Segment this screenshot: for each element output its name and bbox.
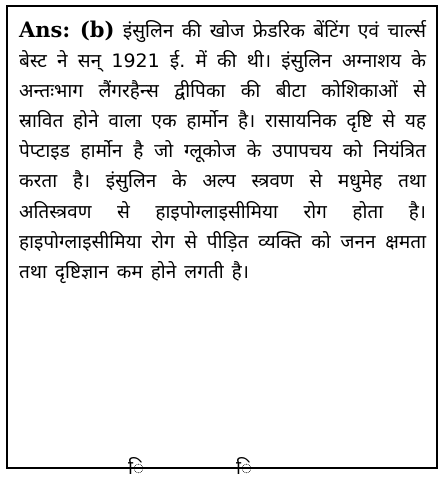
answer-paragraph xyxy=(19,15,426,287)
answer-label: Ans: (b) xyxy=(19,17,115,42)
answer-box xyxy=(6,5,438,469)
clipped-next-line xyxy=(8,457,448,481)
clipped-glyph-2: ि xyxy=(236,457,253,479)
clipped-glyph-1: ि xyxy=(128,457,145,479)
answer-body: इंसुलिन की खोज फ्रेडरिक बेंटिंग एवं चार्ल्स बेस्ट ने सन् 1921 ई. में की थी। इंसुलिन अग्नाशय के अन्तःभाग लैंगरहैन्स द्वीपिका की बीटा कोशिकाओं से स्रावित होने वाला एक हार्मोन है। रासायनिक दृष्टि से यह पेप्टाइड हार्मोन है जो ग्लूकोज के उपापचय को नियंत्रित करता है। इंसुलिन के अल्प स्त्रवण से मधुमेह तथा अतिस्त्रवण से हाइपोग्लाइसीमिया रोग होता है। हाइपोग्लाइसीमिया रोग से पीड़ित व्यक्ति को जनन क्षमता तथा दृष्टिज्ञान कम होने लगती है। xyxy=(19,20,426,283)
